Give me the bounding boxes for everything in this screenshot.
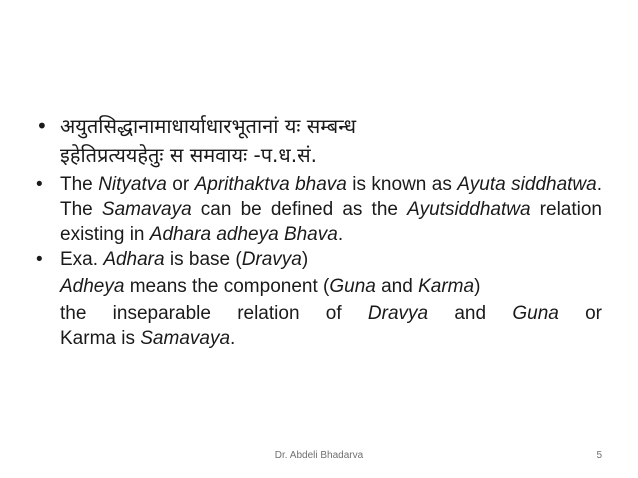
text: can be defined as the [191,199,408,220]
bullet-marker: • [36,174,43,195]
sanskrit-line-2: इहेतिप्रत्ययहेतुः स समवायः -प.ध.सं. [60,143,317,167]
term-dravya: Dravya [367,303,429,324]
text: relation existing in [60,199,602,245]
text: or [558,303,602,324]
text: The [60,174,99,195]
bullet-example [36,247,602,272]
term-ayutsiddhatwa: Ayutsiddhatwa [407,199,531,220]
bullet-marker: • [36,114,48,138]
text: . The [60,174,602,220]
term-karma: Karma [418,276,475,297]
term-samavaya: Samavaya [140,328,231,349]
term-dravya: Dravya [241,249,302,270]
text: . [230,328,236,349]
text: the inseparable relation of [60,303,368,324]
term-ayuta-siddhatwa: Ayuta siddhatwa [457,174,597,195]
page-number: 5 [596,450,602,461]
text: ) [474,276,481,297]
text: . [337,224,344,245]
text: ) [301,249,309,270]
text: means the component ( [124,276,330,297]
text: or [166,174,195,195]
line-inseparable-relation [36,301,602,326]
text: Exa. [60,249,104,270]
sanskrit-line-1: अयुतसिद्धानामाधार्याधारभूतानां यः सम्बन्ध [60,114,357,138]
bullet-marker: • [36,249,43,270]
line-karma-samavaya [36,326,602,351]
term-samavaya: Samavaya [101,199,192,220]
text: Karma is [60,328,141,349]
bullet-sanskrit-definition [36,112,602,170]
term-nityatva: Nityatva [98,174,167,195]
term-adhara: Adhara [103,249,165,270]
term-adhara-adheya-bhava: Adhara adheya Bhava [149,224,338,245]
term-adheya: Adheya [60,276,125,297]
footer-author: Dr. Abdeli Bhadarva [274,450,364,461]
text: and [428,303,513,324]
text: is known as [346,174,458,195]
term-guna: Guna [329,276,376,297]
text: is base ( [164,249,242,270]
term-aprithaktva-bhava: Aprithaktva bhava [194,174,347,195]
text: and [375,276,419,297]
bullet-ayuta-siddhatwa [36,172,602,247]
slide-body [36,112,602,351]
line-adheya [36,274,602,299]
term-guna: Guna [512,303,559,324]
